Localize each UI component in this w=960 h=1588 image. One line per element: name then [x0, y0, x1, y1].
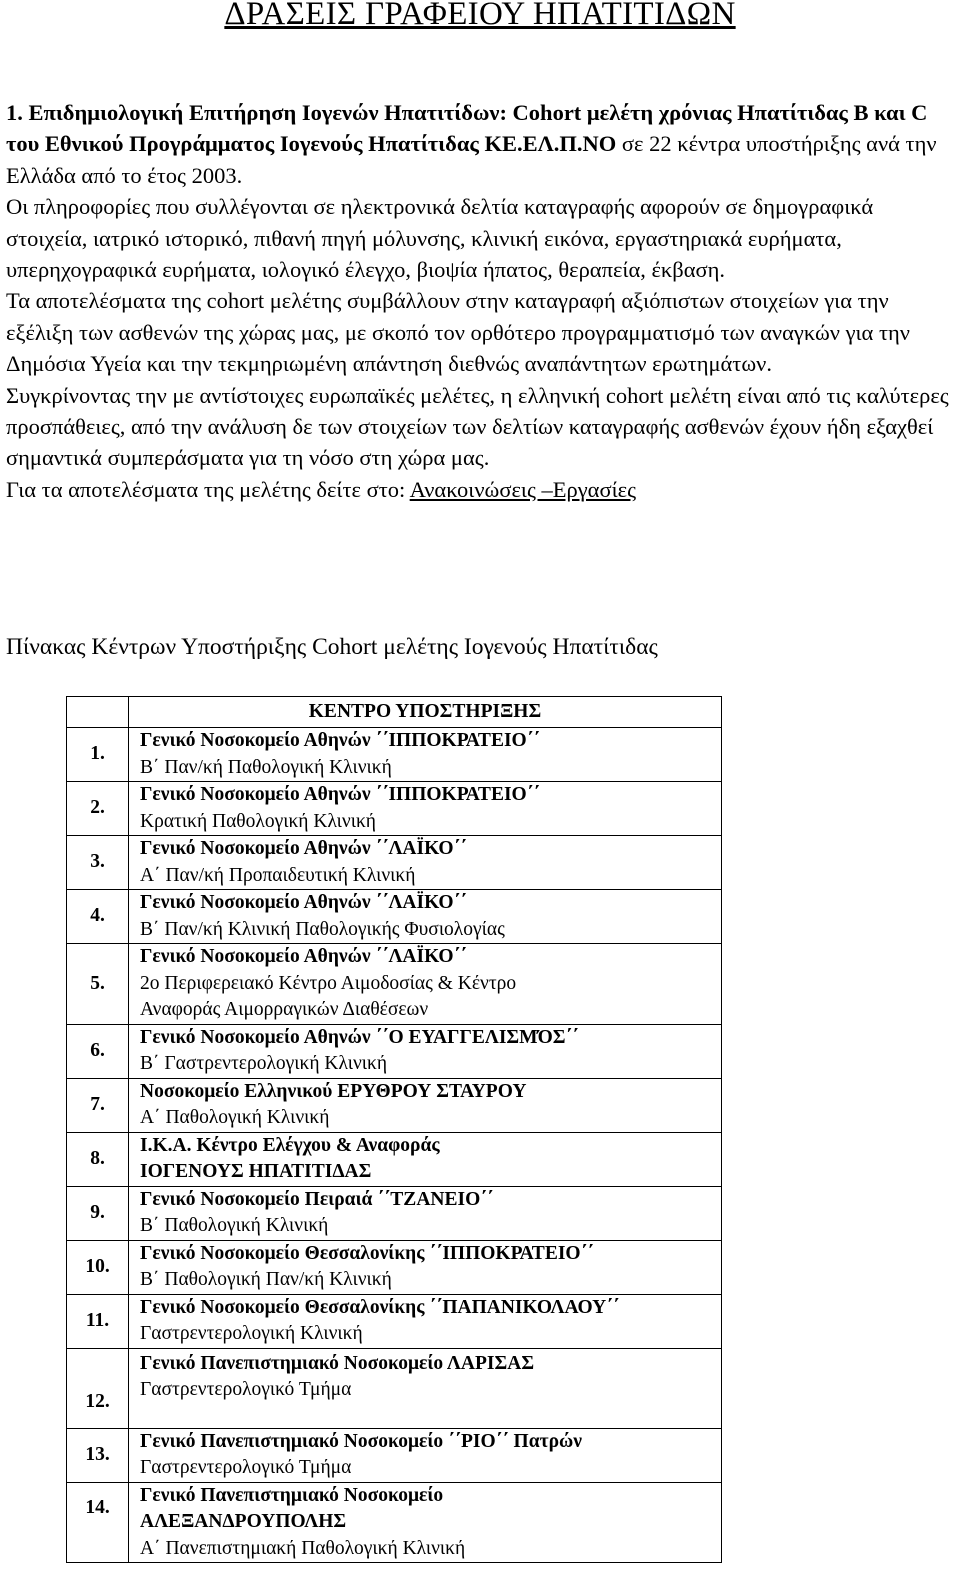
hospital-name: Γενικό Νοσοκομείο Αθηνών ΄΄ΙΠΠΟΚΡΑΤΕΙΟ΄΄ [140, 784, 540, 805]
paragraph-data-collected: Οι πληροφορίες που συλλέγονται σε ηλεκτρονικά δελτία καταγραφής αφορούν σε δημογραφικά στοιχεία, ιατρικό ιστορικό, πιθανή πηγή μόλυνσης, κλινική εικόνα, εργαστηριακά ευρήματα, υπερηχογραφικά ευρήματα, ιολογικό έλεγχο, βιοψία ήπατος, θεραπεία, έκβαση. [6, 194, 874, 283]
table-row [67, 1078, 722, 1132]
hospital-name: Γενικό Νοσοκομείο Αθηνών ΄΄ΛΑΪΚΟ΄΄ [140, 946, 467, 967]
row-number: 9. [67, 1186, 129, 1240]
row-number: 6. [67, 1024, 129, 1078]
row-number: 8. [67, 1132, 129, 1186]
row-number: 14. [67, 1482, 129, 1563]
center-cell [129, 1240, 722, 1294]
row-number: 2. [67, 782, 129, 836]
department-name: Α΄ Παν/κή Προπαιδευτική Κλινική [140, 864, 416, 886]
table-row [67, 1482, 722, 1563]
center-cell [129, 1348, 722, 1428]
page-title: ΔΡΑΣΕΙΣ ΓΡΑΦΕΙΟΥ ΗΠΑΤΙΤΙΔΩΝ [224, 0, 736, 32]
table-row [67, 782, 722, 836]
center-cell [129, 1482, 722, 1563]
hospital-name-continued: ΑΛΕΞΑΝΔΡΟΥΠΟΛΗΣ [140, 1511, 347, 1532]
table-row [67, 1132, 722, 1186]
table-row [67, 728, 722, 782]
department-name: 2ο Περιφερειακό Κέντρο Αιμοδοσίας & Κέντρο [140, 972, 517, 994]
table-row [67, 1294, 722, 1348]
center-cell [129, 1132, 722, 1186]
row-number: 10. [67, 1240, 129, 1294]
table-row [67, 944, 722, 1025]
department-name-continued: Αναφοράς Αιμορραγικών Διαθέσεων [140, 999, 429, 1020]
center-cell [129, 836, 722, 890]
hospital-name: Γενικό Πανεπιστημιακό Νοσοκομείο ΛΑΡΙΣΑΣ [140, 1352, 535, 1374]
hospital-name: Γενικό Πανεπιστημιακό Νοσοκομείο [140, 1484, 444, 1506]
department-name: Γαστρεντερολογικό Τμήμα [140, 1379, 352, 1400]
hospital-name: Γενικό Νοσοκομείο Αθηνών ΄΄Ο ΕΥΑΓΓΕΛΙΣΜΌΣ΄΄ [140, 1026, 579, 1048]
department-name: Β΄ Παν/κή Κλινική Παθολογικής Φυσιολογίας [140, 918, 505, 940]
row-number: 13. [67, 1428, 129, 1482]
hospital-name: Γενικό Πανεπιστημιακό Νοσοκομείο ΄΄ΡΙΟ΄΄ Πατρών [140, 1430, 582, 1452]
center-cell [129, 1428, 722, 1482]
section-heading [6, 97, 956, 191]
table-row [67, 1348, 722, 1428]
table-header: ΚΕΝΤΡΟ ΥΠΟΣΤΗΡΙΞΗΣ [129, 697, 722, 728]
hospital-name: Γενικό Νοσοκομείο Αθηνών ΄΄ΙΠΠΟΚΡΑΤΕΙΟ΄΄ [140, 730, 540, 751]
row-number: 4. [67, 890, 129, 944]
center-cell [129, 944, 722, 1025]
department-name: Α΄ Παθολογική Κλινική [140, 1107, 330, 1128]
results-prefix: Για τα αποτελέσματα της μελέτης δείτε στο: [6, 476, 410, 502]
row-number: 11. [67, 1294, 129, 1348]
center-cell [129, 782, 722, 836]
center-cell [129, 1186, 722, 1240]
hospital-name: Γενικό Νοσοκομείο Θεσσαλονίκης ΄΄ΠΑΠΑΝΙΚΟΛΑΟΥ΄΄ [140, 1296, 620, 1318]
department-name: Β΄ Παθολογική Κλινική [140, 1215, 329, 1236]
row-number: 7. [67, 1078, 129, 1132]
center-cell [129, 1024, 722, 1078]
department-name: Β΄ Γαστρεντερολογική Κλινική [140, 1053, 388, 1074]
table-row [67, 1024, 722, 1078]
row-number: 1. [67, 728, 129, 782]
row-number: 3. [67, 836, 129, 890]
table-row [67, 836, 722, 890]
results-reference [6, 474, 956, 505]
department-name: Α΄ Πανεπιστημιακή Παθολογική Κλινική [140, 1537, 466, 1559]
department-name: Β΄ Παν/κή Παθολογική Κλινική [140, 756, 392, 778]
table-row [67, 1240, 722, 1294]
table-caption: Πίνακας Κέντρων Υποστήριξης Cohort μελέτης Ιογενούς Ηπατίτιδας [6, 634, 658, 660]
section-body [6, 97, 956, 505]
section-heading-rest: σε 22 κέντρα υποστήριξης ανά την Ελλάδα από το έτος 2003. [6, 131, 937, 188]
hospital-name: Γενικό Νοσοκομείο Αθηνών ΄΄ΛΑΪΚΟ΄΄ [140, 892, 467, 913]
header-empty-cell [67, 697, 129, 728]
row-number: 12. [67, 1348, 129, 1428]
center-cell [129, 728, 722, 782]
department-name: Γαστρεντερολογικό Τμήμα [140, 1457, 352, 1478]
center-cell [129, 890, 722, 944]
department-name: Β΄ Παθολογική Παν/κή Κλινική [140, 1269, 392, 1290]
department-name: Γαστρεντερολογική Κλινική [140, 1323, 363, 1344]
center-cell [129, 1078, 722, 1132]
announcements-link[interactable]: Ανακοινώσεις –Εργασίες [409, 476, 636, 502]
table-row [67, 1186, 722, 1240]
hospital-name: Γενικό Νοσοκομείο Αθηνών ΄΄ΛΑΪΚΟ΄΄ [140, 838, 467, 859]
hospital-name: Γενικό Νοσοκομείο Πειραιά ΄΄ΤΖΑΝΕΙΟ΄΄ [140, 1188, 494, 1210]
section-heading-bold: 1. Επιδημιολογική Επιτήρηση Ιογενών Ηπατιτίδων: Cohort μελέτη χρόνιας Ηπατίτιδας Β και C του Εθνικού Προγράμματος Ιογενούς Ηπατίτιδας ΚΕ.ΕΛ.Π.ΝΟ [6, 100, 928, 157]
hospital-name: Νοσοκομείο Ελληνικού ΕΡΥΘΡΟΥ ΣΤΑΥΡΟΥ [140, 1080, 527, 1102]
hospital-name: Ι.Κ.Α. Κέντρο Ελέγχου & Αναφοράς [140, 1134, 440, 1156]
table-row [67, 1428, 722, 1482]
table-row [67, 890, 722, 944]
center-cell [129, 1294, 722, 1348]
hospital-name-continued: ΙΟΓΕΝΟΥΣ ΗΠΑΤΙΤΙΔΑΣ [140, 1161, 372, 1182]
hospital-name: Γενικό Νοσοκομείο Θεσσαλονίκης ΄΄ΙΠΠΟΚΡΑΤΕΙΟ΄΄ [140, 1242, 594, 1264]
paragraph-comparison: Συγκρίνοντας την με αντίστοιχες ευρωπαϊκές μελέτες, η ελληνική cohort μελέτη είναι από τις καλύτερες προσπάθειες, από την ανάλυση δε των στοιχείων των δελτίων καταγραφής ασθενών έχουν ήδη εξαχθεί σημαντικά συμπεράσματα για τη νόσο στη χώρα μας. [6, 382, 949, 471]
department-name: Κρατική Παθολογική Κλινική [140, 810, 376, 832]
support-centers-table [66, 696, 722, 1563]
row-number: 5. [67, 944, 129, 1025]
paragraph-results-contribution: Τα αποτελέσματα της cohort μελέτης συμβάλλουν στην καταγραφή αξιόπιστων στοιχείων για την εξέλιξη των ασθενών της χώρας μας, με σκοπό τον ορθότερο προγραμματισμό των αναγκών για την Δημόσια Υγεία και την τεκμηριωμένη απάντηση διεθνώς αναπάντητων ερωτημάτων. [6, 288, 910, 377]
table-header-row [67, 697, 722, 728]
